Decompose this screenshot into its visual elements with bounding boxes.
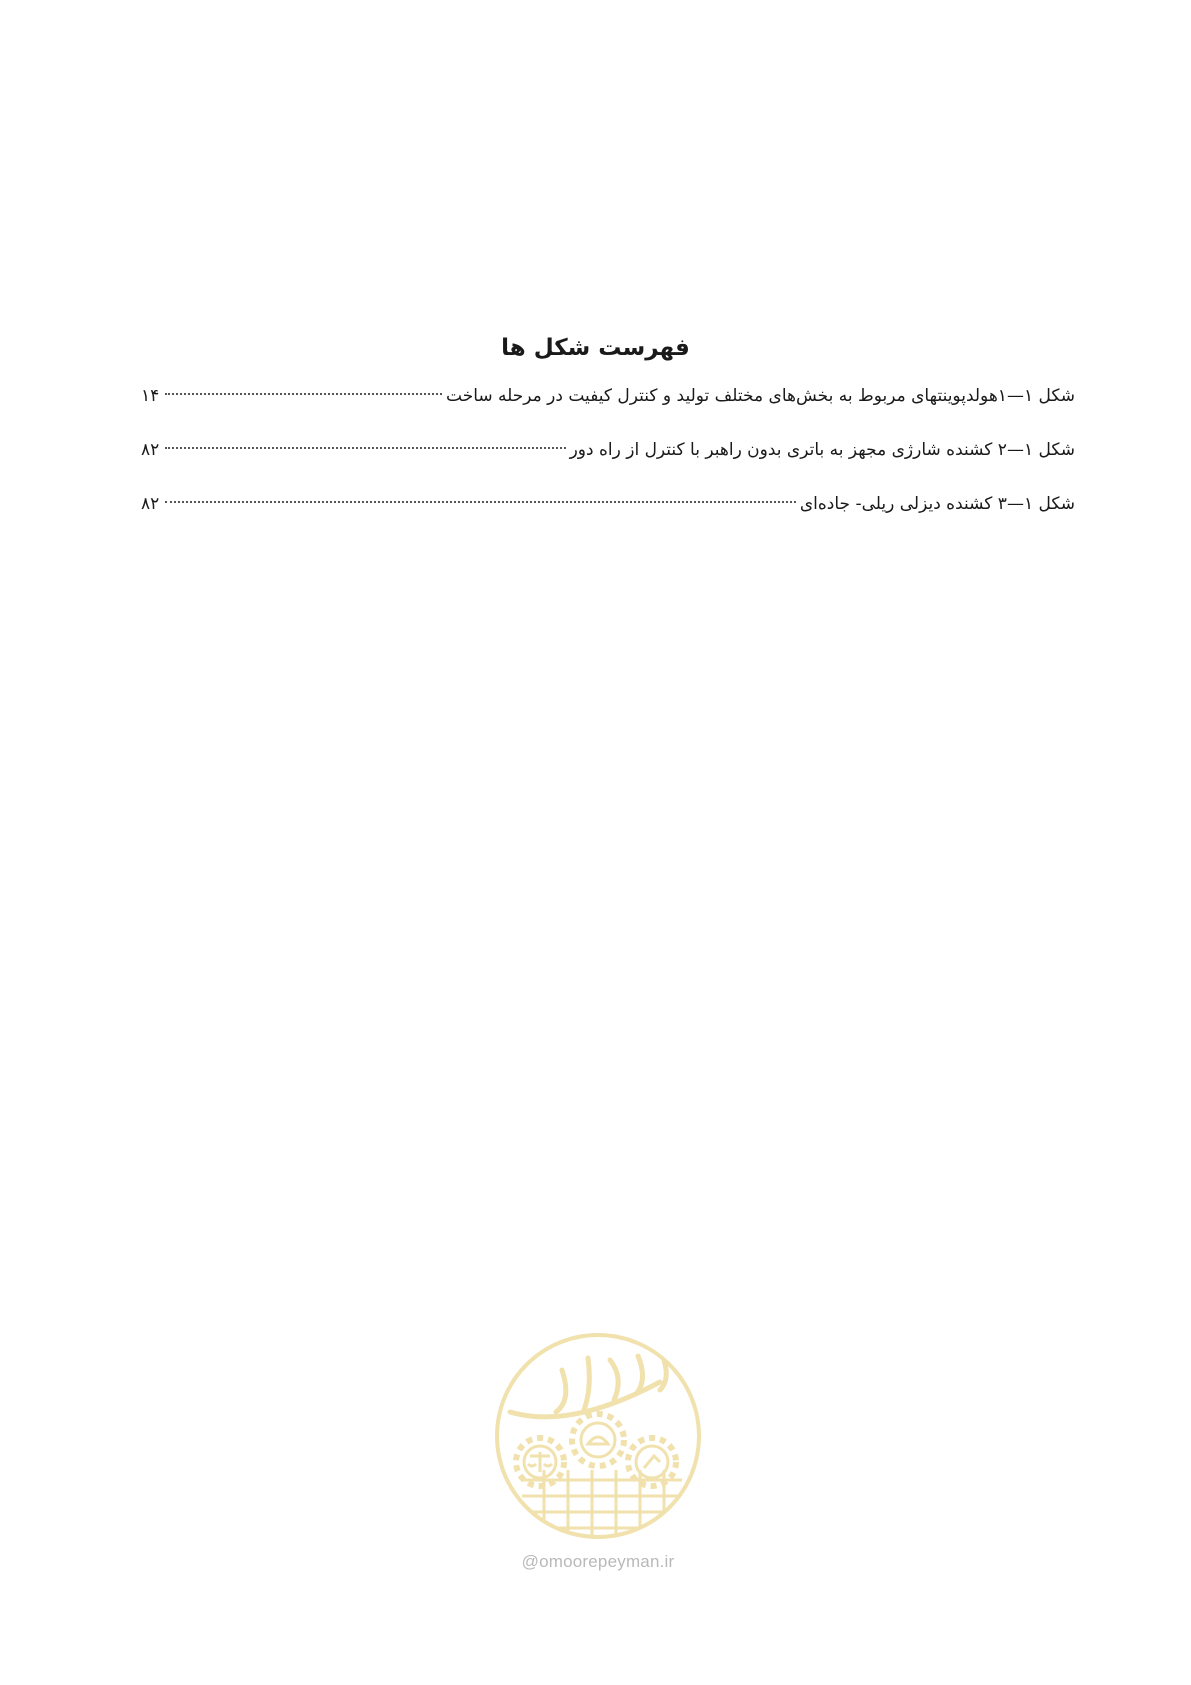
figure-page-number: ۸۲ xyxy=(141,494,160,514)
watermark-url-text: omoorepeyman.ir xyxy=(539,1552,675,1571)
figure-list-item[interactable] xyxy=(141,381,1075,411)
dot-leader xyxy=(165,501,796,503)
figure-list xyxy=(141,381,1075,543)
figure-page-number: ۸۲ xyxy=(141,440,160,460)
dot-leader xyxy=(165,447,566,449)
watermark xyxy=(492,1330,704,1578)
figure-list-item[interactable] xyxy=(141,435,1075,465)
figure-caption: شکل ۱—۱هولدپوینتهای مربوط به بخش‌های مختلف تولید و کنترل کیفیت در مرحله ساخت xyxy=(446,386,1075,406)
figure-list-item[interactable] xyxy=(141,489,1075,519)
page-title: فهرست شکل ها xyxy=(501,335,690,361)
watermark-url xyxy=(492,1552,704,1572)
figure-caption: شکل ۱—۲ کشنده شارژی مجهز به باتری بدون راهبر با کنترل از راه دور xyxy=(569,440,1075,460)
watermark-logo xyxy=(492,1330,704,1542)
figure-caption: شکل ۱—۳ کشنده دیزلی ریلی- جاده‌ای xyxy=(799,494,1075,514)
figure-page-number: ۱۴ xyxy=(141,386,160,406)
dot-leader xyxy=(165,393,442,395)
at-icon: @ xyxy=(521,1552,540,1571)
